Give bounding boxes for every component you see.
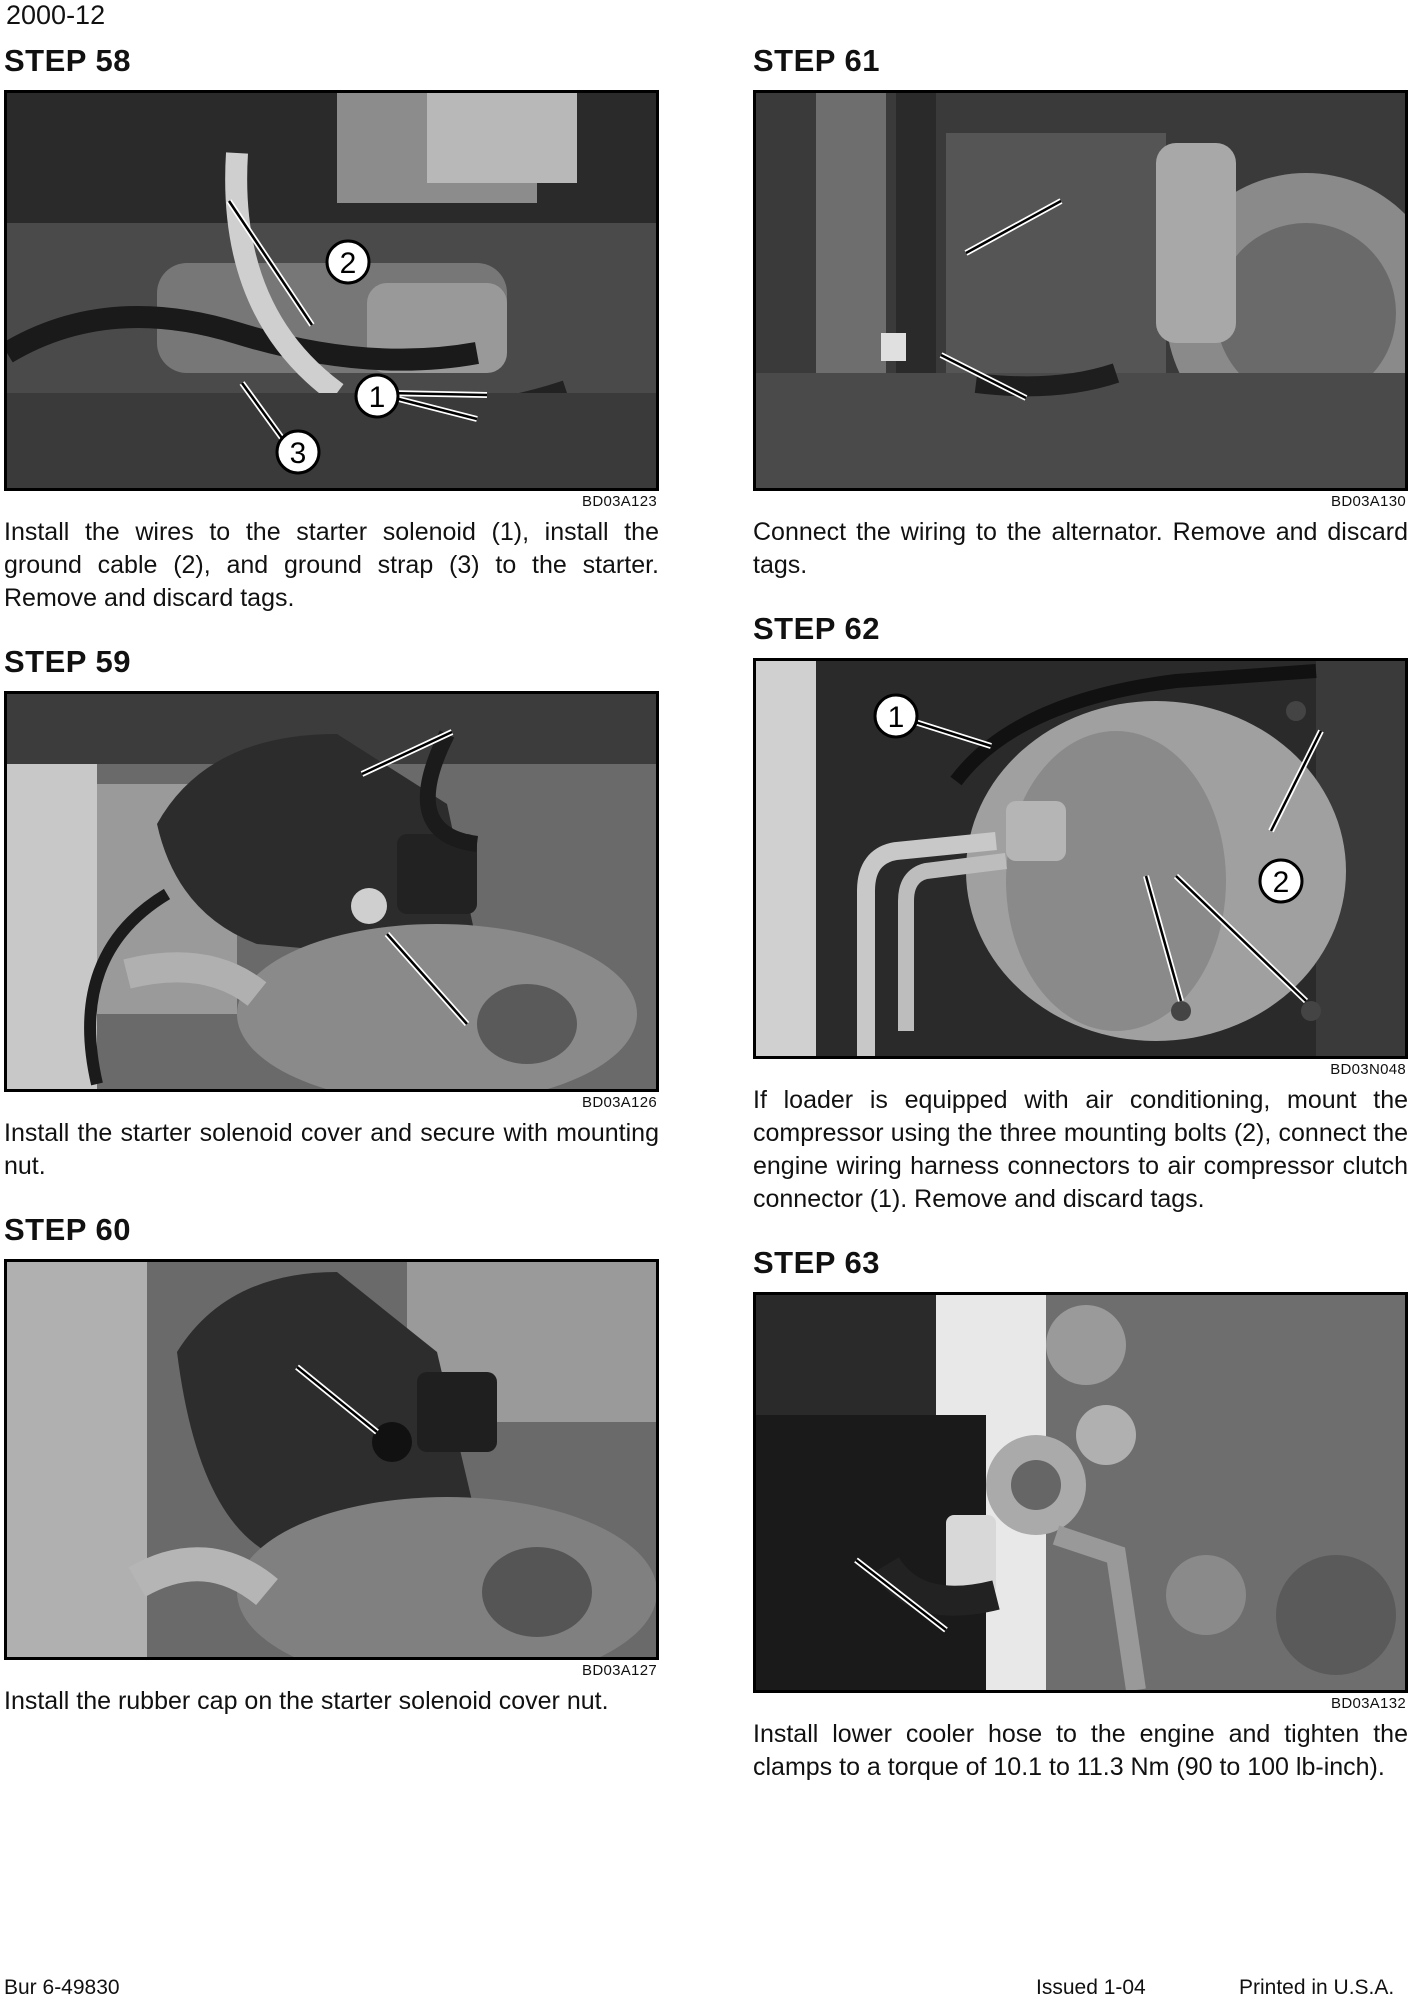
- step-photo: [753, 90, 1408, 491]
- step-description: If loader is equipped with air conditioning, mount the compressor using the three mounting bolts (2), connect the engine wiring harness connectors to air compressor clutch connector (1). Remove and discard tags.: [753, 1086, 1408, 1213]
- left-column: [4, 44, 659, 1748]
- photo-code: BD03A130: [1331, 493, 1406, 510]
- step-title: STEP 61: [753, 43, 881, 78]
- right-column: [753, 44, 1408, 1814]
- step-61: [753, 44, 1408, 582]
- photo-code: BD03A126: [582, 1094, 657, 1111]
- step-title: STEP 62: [753, 611, 881, 646]
- callout-2: [327, 241, 369, 283]
- step-photo: [753, 1292, 1408, 1693]
- step-description: Connect the wiring to the alternator. Remove and discard tags.: [753, 518, 1408, 579]
- step-title: STEP 59: [4, 644, 132, 679]
- step-photo: [753, 658, 1408, 1059]
- step-58: [4, 44, 659, 615]
- svg-text:3: 3: [289, 437, 307, 470]
- step-description: Install lower cooler hose to the engine and tighten the clamps to a torque of 10.1 to 11.3 Nm (90 to 100 lb-inch).: [753, 1720, 1408, 1781]
- step-title: STEP 63: [753, 1245, 881, 1280]
- step-60: [4, 1213, 659, 1718]
- step-photo: [4, 691, 659, 1092]
- svg-text:2: 2: [339, 247, 357, 280]
- footer-issued: Issued 1-04: [1036, 1976, 1146, 1999]
- step-title: STEP 58: [4, 43, 132, 78]
- step-photo: [4, 1259, 659, 1660]
- callout-2: [1260, 860, 1302, 902]
- step-description: Install the starter solenoid cover and secure with mounting nut.: [4, 1119, 659, 1180]
- step-title: STEP 60: [4, 1212, 132, 1247]
- footer-doc-number: Bur 6-49830: [4, 1976, 120, 1999]
- step-description: Install the rubber cap on the starter solenoid cover nut.: [4, 1687, 609, 1715]
- svg-text:1: 1: [887, 701, 905, 734]
- step-62: [753, 612, 1408, 1216]
- step-63: [753, 1246, 1408, 1784]
- step-description: Install the wires to the starter solenoid (1), install the ground cable (2), and ground strap (3) to the starter. Remove and discard tags.: [4, 518, 659, 612]
- page-number: 2000-12: [6, 0, 106, 30]
- photo-code: BD03N048: [1330, 1061, 1406, 1078]
- photo-code: BD03A132: [1331, 1695, 1406, 1712]
- callout-1: [875, 695, 917, 737]
- step-photo: [4, 90, 659, 491]
- svg-text:1: 1: [368, 381, 386, 414]
- step-59: [4, 645, 659, 1183]
- svg-text:2: 2: [1272, 866, 1290, 899]
- photo-code: BD03A123: [582, 493, 657, 510]
- callout-1: [356, 375, 398, 417]
- footer-printed: Printed in U.S.A.: [1239, 1976, 1395, 1999]
- photo-code: BD03A127: [582, 1662, 657, 1679]
- callout-3: [277, 431, 319, 473]
